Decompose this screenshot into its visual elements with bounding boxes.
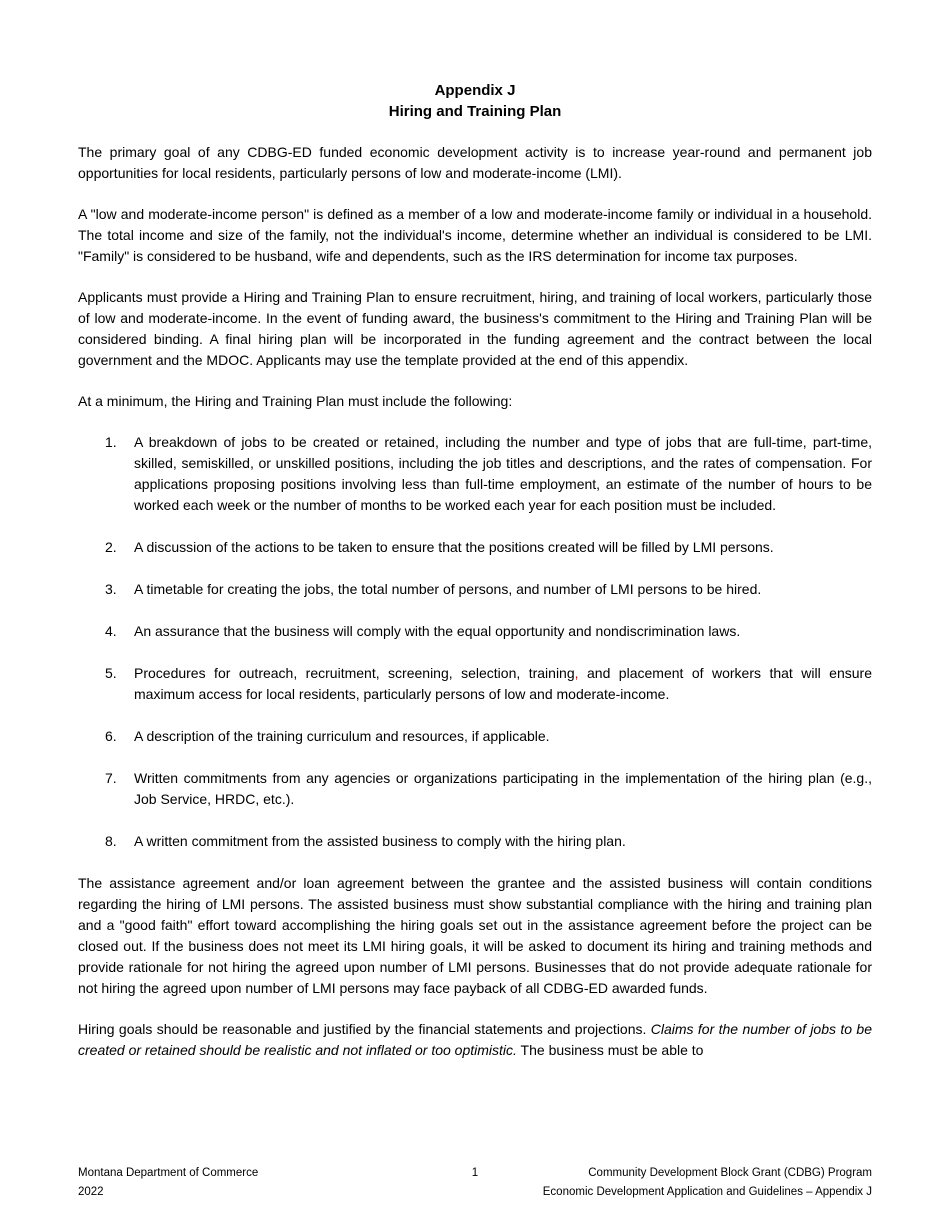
list-item-1-number: 1. bbox=[105, 434, 117, 450]
list-item-5-text bbox=[134, 663, 872, 705]
page-number: 1 bbox=[471, 1167, 479, 1179]
list-item-5 bbox=[78, 663, 872, 705]
list-item-2-text: A discussion of the actions to be taken to ensure that the positions created will be filled by LMI persons. bbox=[134, 539, 774, 555]
footer-appendix-reference: Economic Development Application and Guidelines – Appendix J bbox=[542, 1186, 872, 1198]
list-item-4-text: An assurance that the business will comply with the equal opportunity and nondiscrimination laws. bbox=[134, 623, 741, 639]
list-item-2 bbox=[78, 537, 872, 558]
hiring-goals-normal-end: The business must be able to bbox=[516, 1042, 704, 1058]
paragraph-assistance-agreement: The assistance agreement and/or loan agreement between the grantee and the assisted business will contain conditions regarding the hiring of LMI persons. The assisted business must show substantial compliance with the hiring and training plan and a "good faith" effort toward accomplishing the hiring goals set out in the assistance agreement before the project can be closed out. If the business does not meet its LMI hiring goals, it will be asked to document its hiring and training methods and provide rationale for not hiring the agreed upon number of LMI persons. Businesses that do not provide adequate rationale for not hiring the agreed upon number of LMI persons may face payback of all CDBG-ED awarded funds. bbox=[78, 875, 872, 996]
list-item-8-number: 8. bbox=[105, 833, 117, 849]
list-item-2-number: 2. bbox=[105, 539, 117, 555]
paragraph-minimum-intro: At a minimum, the Hiring and Training Plan must include the following: bbox=[78, 393, 513, 409]
list-item-3 bbox=[78, 579, 872, 600]
list-item-1 bbox=[78, 432, 872, 516]
document-title bbox=[78, 80, 872, 122]
list-item-7 bbox=[78, 768, 872, 810]
list-item-7-number: 7. bbox=[105, 770, 117, 786]
list-item-5-number: 5. bbox=[105, 665, 117, 681]
list-item-4-number: 4. bbox=[105, 623, 117, 639]
list-item-6-text: A description of the training curriculum and resources, if applicable. bbox=[134, 728, 550, 744]
footer-program-name: Community Development Block Grant (CDBG) Program bbox=[588, 1167, 872, 1179]
list-item-8 bbox=[78, 831, 872, 852]
page-footer bbox=[78, 1164, 872, 1202]
title-appendix: Appendix J bbox=[434, 82, 516, 99]
title-plan-name: Hiring and Training Plan bbox=[388, 103, 562, 120]
hiring-goals-italic-claim: Claims for the number of jobs to be created or retained should be realistic and not inflated or too optimistic. bbox=[78, 1021, 872, 1058]
list-item-3-text: A timetable for creating the jobs, the total number of persons, and number of LMI persons to be hired. bbox=[134, 581, 762, 597]
footer-year: 2022 bbox=[78, 1186, 104, 1198]
list-item-5-red-comma: , bbox=[574, 665, 579, 681]
list-item-1-text: A breakdown of jobs to be created or retained, including the number and type of jobs that are full-time, part-time, skilled, semiskilled, or unskilled positions, including the job titles and descriptions, and the rates of compensation. For applications proposing positions involving less than full-time employment, an estimate of the number of hours to be worked each week or the number of months to be worked each year for each position must be included. bbox=[134, 434, 872, 513]
footer-left-block bbox=[78, 1164, 445, 1202]
paragraph-applicants-requirement: Applicants must provide a Hiring and Training Plan to ensure recruitment, hiring, and training of local workers, particularly those of low and moderate-income. In the event of funding award, the business's commitment to the Hiring and Training Plan will be considered binding. A final hiring plan will be incorporated in the funding agreement and the contract between the local government and the MDOC. Applicants may use the template provided at the end of this appendix. bbox=[78, 289, 872, 368]
requirements-list bbox=[78, 432, 872, 852]
list-item-5-text-after: and placement of workers that will ensure maximum access for local residents, particularly persons of low and moderate-income. bbox=[134, 665, 872, 702]
footer-department: Montana Department of Commerce bbox=[78, 1167, 259, 1179]
list-item-6 bbox=[78, 726, 872, 747]
list-item-6-number: 6. bbox=[105, 728, 117, 744]
list-item-4 bbox=[78, 621, 872, 642]
paragraph-primary-goal: The primary goal of any CDBG-ED funded economic development activity is to increase year-round and permanent job opportunities for local residents, particularly persons of low and moderate-income (LMI). bbox=[78, 144, 872, 181]
paragraph-hiring-goals bbox=[78, 1019, 872, 1061]
list-item-8-text: A written commitment from the assisted business to comply with the hiring plan. bbox=[134, 833, 626, 849]
hiring-goals-normal-start: Hiring goals should be reasonable and justified by the financial statements and projections. bbox=[78, 1021, 651, 1037]
footer-right-block bbox=[505, 1164, 872, 1202]
list-item-3-number: 3. bbox=[105, 581, 117, 597]
list-item-5-text-before: Procedures for outreach, recruitment, screening, selection, training bbox=[134, 665, 575, 681]
list-item-7-text: Written commitments from any agencies or organizations participating in the implementation of the hiring plan (e.g., Job Service, HRDC, etc.). bbox=[134, 770, 872, 807]
paragraph-lmi-definition: A "low and moderate-income person" is defined as a member of a low and moderate-income family or individual in a household. The total income and size of the family, not the individual's income, determine whether an individual is considered to be LMI. "Family" is considered to be husband, wife and dependents, such as the IRS determination for income tax purposes. bbox=[78, 206, 872, 264]
